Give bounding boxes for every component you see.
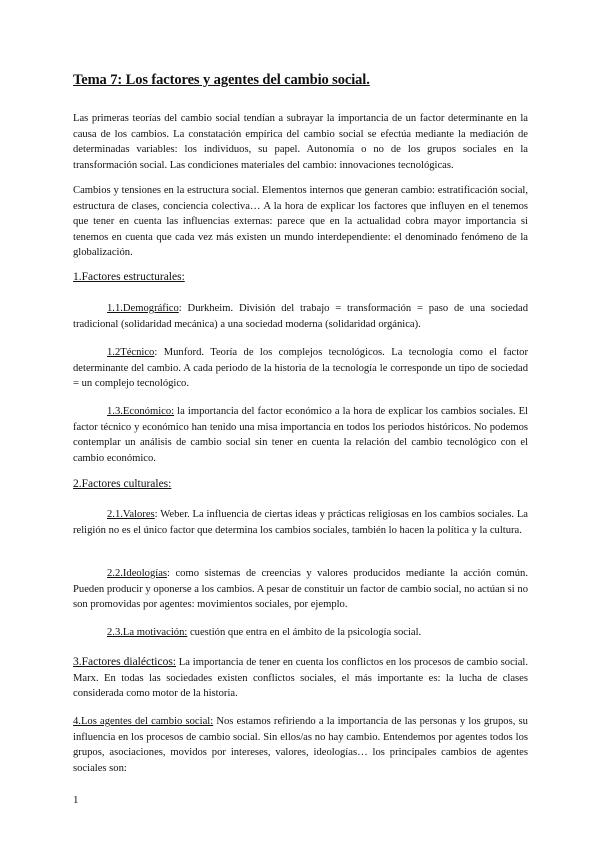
section-4 bbox=[73, 714, 528, 776]
page-number: 1 bbox=[73, 794, 79, 806]
item-1-2-text: : Munford. Teoría de los complejos tecnológicos. La tecnología como el factor determinante del cambio. A cada periodo de la historia de la tecnología le corresponde un tipo de sociedad = un complejo tecnológico. bbox=[73, 347, 528, 390]
section-4-text: Nos estamos refiriendo a la importancia de las personas y los grupos, su influencia en los procesos de cambio social. Sin ellos/as no hay cambio. Entendemos por agentes todos los grupos, asociaciones, movidos por intereses, valores, ideologías… los principales cambios de agentes sociales son: bbox=[73, 716, 528, 774]
section-3-text: La importancia de tener en cuenta los conflictos en los procesos de cambio social. Marx. En todas las sociedades existen conflictos sociales, el más importante es: la lucha de clases considerada como motor de la historia. bbox=[73, 657, 529, 700]
item-2-1-text: : Weber. La influencia de ciertas ideas y prácticas religiosas en los cambios sociales. La religión no es el único factor que determina los cambios sociales, también lo hacen la política y la cultura. bbox=[73, 509, 528, 536]
item-2-2-text: : como sistemas de creencias y valores producidos mediante la acción común. Pueden producir y oponerse a los cambios. A pesar de constituir un factor de cambio social, no actúan si no son promovidas por agentes: movimientos sociales, por ejemplo. bbox=[73, 568, 528, 611]
item-1-2 bbox=[73, 345, 528, 392]
item-2-2 bbox=[73, 566, 528, 613]
item-2-1-label: 2.1.Valores bbox=[107, 509, 155, 520]
item-1-3-label: 1.3.Económico: bbox=[107, 406, 175, 417]
item-2-2-label: 2.2.Ideologías bbox=[107, 568, 168, 579]
section-3 bbox=[73, 655, 528, 702]
item-1-1-text: : Durkheim. División del trabajo = transformación = paso de una sociedad tradicional (solidaridad mecánica) a una sociedad moderna (solidaridad orgánica). bbox=[73, 303, 528, 330]
item-2-3 bbox=[73, 625, 528, 641]
item-1-1 bbox=[73, 301, 528, 332]
intro-paragraph: Las primeras teorías del cambio social tendían a subrayar la importancia de un factor determinante en la causa de los cambios. La constatación empírica del cambio social se efectúa mediante la mediación de determinadas variables: los individuos, su papel. Autonomía o no de los grupos sociales en la transformación social. Las condiciones materiales del cambio: innovaciones tecnológicas. bbox=[73, 113, 528, 171]
item-2-3-label: 2.3.La motivación: bbox=[107, 627, 188, 638]
document-title: Tema 7: Los factores y agentes del cambio social. bbox=[73, 72, 370, 88]
paragraph-2: Cambios y tensiones en la estructura social. Elementos internos que generan cambio: estratificación social, estructura de clases, conciencia colectiva… A la hora de explicar los factores que influyen en el tenemos que tener en cuenta las influencias externas: parece que en la actualidad cobra mayor importancia si tenemos en cuenta que cada vez más existen un mundo interdependiente: el denominado fenómeno de la globalización. bbox=[73, 185, 528, 259]
section-4-label: 4.Los agentes del cambio social: bbox=[73, 716, 214, 727]
item-1-1-label: 1.1.Demográfico bbox=[107, 303, 179, 314]
item-1-3-text: la importancia del factor económico a la hora de explicar los cambios sociales. El factor técnico y económico han tenido una misa importancia en todos los periodos históricos. No podemos contemplar un análisis de cambio social sin tener en cuenta la relación del cambio tecnológico con el cambio económico. bbox=[73, 406, 528, 464]
item-1-3 bbox=[73, 404, 528, 466]
item-2-1 bbox=[73, 507, 528, 538]
item-1-2-label: 1.2Técnico bbox=[107, 347, 155, 358]
item-2-3-text: cuestión que entra en el ámbito de la psicología social. bbox=[187, 627, 422, 638]
section-3-label: 3.Factores dialécticos: bbox=[73, 656, 176, 668]
section-1-heading: 1.Factores estructurales: bbox=[73, 271, 185, 283]
section-2-heading: 2.Factores culturales: bbox=[73, 478, 172, 490]
